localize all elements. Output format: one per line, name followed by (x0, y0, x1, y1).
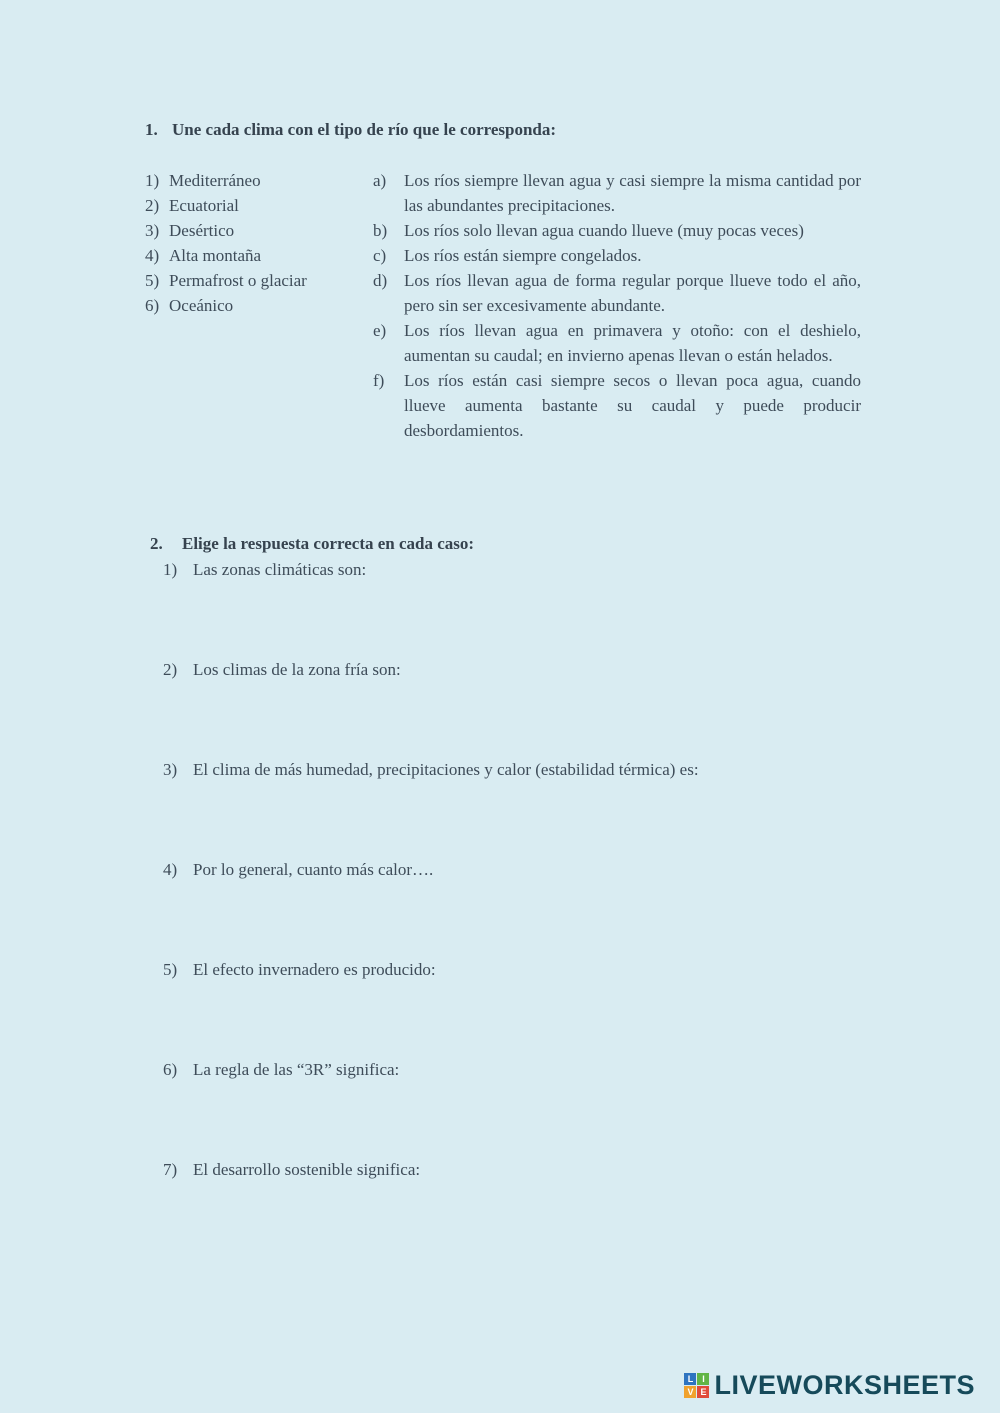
climate-label: Permafrost o glaciar (169, 271, 307, 290)
exercise2-title (150, 534, 474, 554)
climate-item (145, 193, 373, 218)
logo-letter-l: L (684, 1373, 696, 1385)
description-item (373, 243, 861, 268)
liveworksheets-logo-icon (684, 1373, 709, 1398)
climate-label: Oceánico (169, 296, 234, 315)
climate-label: Alta montaña (169, 246, 262, 265)
exercise2-title-text: Elige la respuesta correcta en cada caso: (182, 534, 475, 553)
description-item (373, 368, 861, 443)
question-number: 4) (163, 860, 178, 879)
question-text: El efecto invernadero es producido: (193, 960, 436, 979)
question-number: 3) (163, 760, 178, 779)
question-text: La regla de las “3R” significa: (193, 1060, 400, 1079)
question-text: Los climas de la zona fría son: (193, 660, 401, 679)
climate-number: 2) (145, 196, 160, 215)
description-text: Los ríos están casi siempre secos o llevan poca agua, cuando llueve aumenta bastante su caudal y puede producir desbordamientos. (404, 371, 861, 440)
description-letter: f) (373, 371, 385, 390)
description-letter: b) (373, 221, 388, 240)
logo-letter-i: I (697, 1373, 709, 1385)
question-number: 2) (163, 660, 178, 679)
description-text: Los ríos llevan agua en primavera y otoño: con el deshielo, aumentan su caudal; en invierno apenas llevan o están helados. (404, 321, 861, 365)
question-number: 5) (163, 960, 178, 979)
description-item (373, 168, 861, 218)
question-number: 7) (163, 1160, 178, 1179)
description-item (373, 318, 861, 368)
climate-label: Ecuatorial (169, 196, 239, 215)
description-text: Los ríos siempre llevan agua y casi siempre la misma cantidad por las abundantes precipitaciones. (404, 171, 861, 215)
question-text: El clima de más humedad, precipitaciones y calor (estabilidad térmica) es: (193, 760, 699, 779)
question-item (163, 1060, 399, 1080)
exercise1-title (145, 120, 556, 140)
climate-label: Desértico (169, 221, 235, 240)
climate-label: Mediterráneo (169, 171, 261, 190)
description-list (373, 168, 861, 443)
logo-letter-v: V (684, 1386, 696, 1398)
climate-item (145, 168, 373, 193)
climate-item (145, 243, 373, 268)
question-item (163, 660, 401, 680)
climate-item (145, 293, 373, 318)
logo-letter-e: E (697, 1386, 709, 1398)
climate-number: 6) (145, 296, 160, 315)
question-number: 6) (163, 1060, 178, 1079)
description-letter: d) (373, 271, 388, 290)
question-text: El desarrollo sostenible significa: (193, 1160, 421, 1179)
climate-number: 5) (145, 271, 160, 290)
question-item (163, 760, 699, 780)
question-item (163, 1160, 420, 1180)
climate-number: 4) (145, 246, 160, 265)
description-letter: a) (373, 171, 387, 190)
question-item (163, 960, 436, 980)
description-letter: c) (373, 246, 387, 265)
question-item (163, 860, 433, 880)
brand-text: LIVEWORKSHEETS (714, 1370, 975, 1400)
description-text: Los ríos llevan agua de forma regular porque llueve todo el año, pero sin ser excesivamente abundante. (404, 271, 861, 315)
climate-list (145, 168, 373, 443)
climate-number: 1) (145, 171, 160, 190)
question-text: Por lo general, cuanto más calor…. (193, 860, 434, 879)
description-item (373, 268, 861, 318)
question-item (163, 560, 366, 580)
description-text: Los ríos están siempre congelados. (404, 246, 642, 265)
exercise2-title-number: 2. (150, 534, 163, 553)
description-item (373, 218, 861, 243)
climate-item (145, 218, 373, 243)
liveworksheets-logo (684, 1370, 975, 1401)
question-number: 1) (163, 560, 178, 579)
question-text: Las zonas climáticas son: (193, 560, 367, 579)
climate-number: 3) (145, 221, 160, 240)
description-text: Los ríos solo llevan agua cuando llueve (muy pocas veces) (404, 221, 804, 240)
exercise1-matching-area (145, 168, 861, 443)
exercise1-title-number: 1. (145, 120, 158, 139)
description-letter: e) (373, 321, 387, 340)
exercise1-title-text: Une cada clima con el tipo de río que le corresponda: (172, 120, 557, 139)
climate-item (145, 268, 373, 293)
